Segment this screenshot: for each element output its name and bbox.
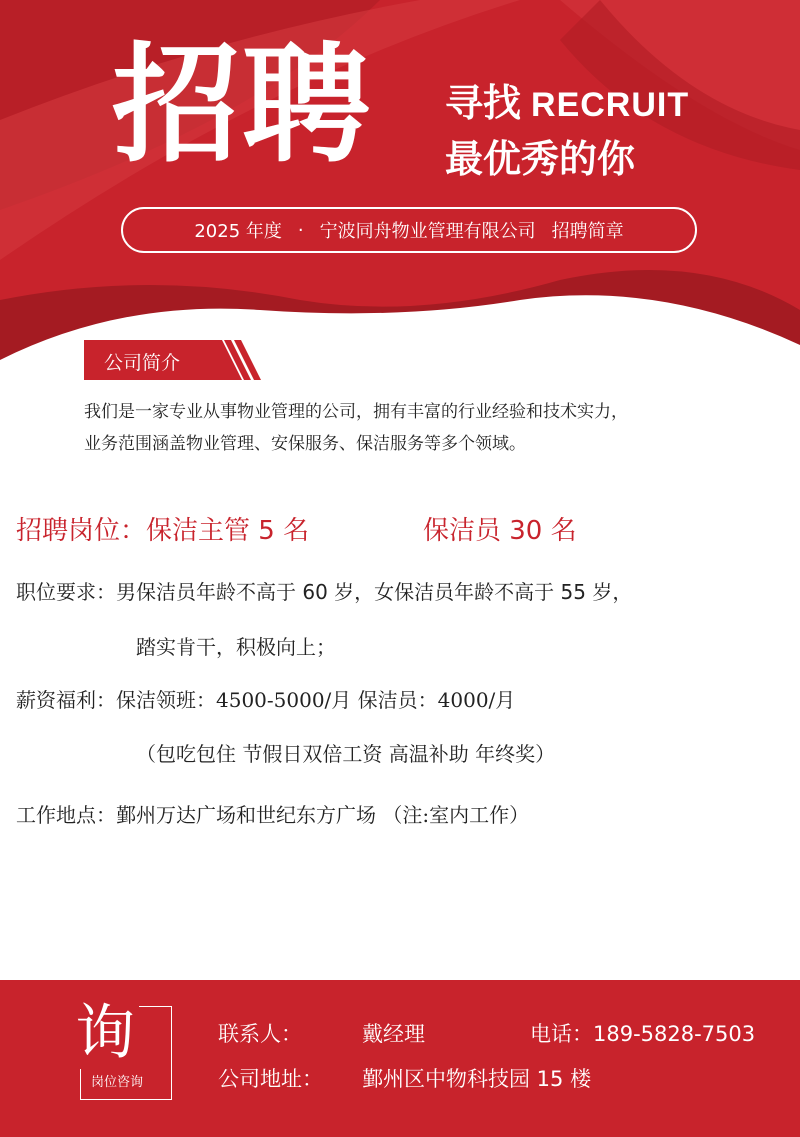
consult-char: 询 bbox=[75, 1003, 139, 1069]
location-value: 鄞州万达广场和世纪东方广场 （注:室内工作） bbox=[116, 803, 530, 827]
intro-line-2: 业务范围涵盖物业管理、安保服务、保洁服务等多个领域。 bbox=[84, 434, 526, 454]
requirements-line-2: 踏实肯干，积极向上； bbox=[136, 635, 336, 659]
phone-number: 189-5828-7503 bbox=[593, 1022, 756, 1046]
banner-doc-type: 招聘简章 bbox=[551, 221, 624, 242]
position-cleaner: 保洁员 30 名 bbox=[423, 516, 577, 546]
requirements-row bbox=[16, 576, 632, 605]
slogan-en: RECRUIT bbox=[531, 86, 690, 124]
salary-row bbox=[16, 684, 515, 713]
consult-label: 岗位咨询 bbox=[91, 1075, 144, 1090]
location-label: 工作地点： bbox=[16, 803, 116, 827]
position-supervisor: 招聘岗位：保洁主管 5 名 bbox=[16, 516, 310, 546]
section-tag-company-intro bbox=[84, 340, 252, 380]
section-tag-label: 公司简介 bbox=[104, 352, 181, 374]
contact-name: 戴经理 bbox=[362, 1022, 425, 1046]
requirements-line-2-row bbox=[136, 631, 336, 660]
slogan-cn-1: 寻找 bbox=[445, 81, 522, 125]
slogan-line-2: 最优秀的你 bbox=[445, 137, 636, 181]
salary-line-2: （包吃包住 节假日双倍工资 高温补助 年终奖） bbox=[136, 742, 556, 766]
consult-box bbox=[75, 998, 172, 1100]
banner-company: 宁波同舟物业管理有限公司 bbox=[319, 221, 536, 242]
salary-label: 薪资福利： bbox=[16, 688, 116, 712]
positions-heading bbox=[16, 510, 577, 547]
requirements-line-1: 男保洁员年龄不高于 60 岁，女保洁员年龄不高于 55 岁， bbox=[116, 580, 633, 604]
phone-line bbox=[530, 1018, 755, 1048]
banner-year: 2025 年度 bbox=[194, 221, 282, 242]
recruitment-title: 招聘 bbox=[112, 31, 373, 180]
salary-line-1: 保洁领班：4500-5000/月 保洁员：4000/月 bbox=[116, 688, 516, 712]
slogan-line-1 bbox=[445, 72, 689, 127]
salary-line-2-row bbox=[136, 738, 555, 767]
location-row bbox=[16, 799, 529, 828]
phone-label: 电话： bbox=[530, 1022, 593, 1046]
banner-separator: · bbox=[297, 219, 304, 241]
address-label: 公司地址： bbox=[218, 1067, 323, 1091]
company-intro bbox=[84, 396, 764, 460]
intro-line-1: 我们是一家专业从事物业管理的公司，拥有丰富的行业经验和技术实力， bbox=[84, 402, 628, 422]
contact-label: 联系人： bbox=[218, 1022, 302, 1046]
address-value: 鄞州区中物科技园 15 楼 bbox=[362, 1067, 592, 1091]
requirements-label: 职位要求： bbox=[16, 580, 116, 604]
contact-footer bbox=[0, 980, 800, 1137]
banner-pill bbox=[121, 207, 697, 253]
